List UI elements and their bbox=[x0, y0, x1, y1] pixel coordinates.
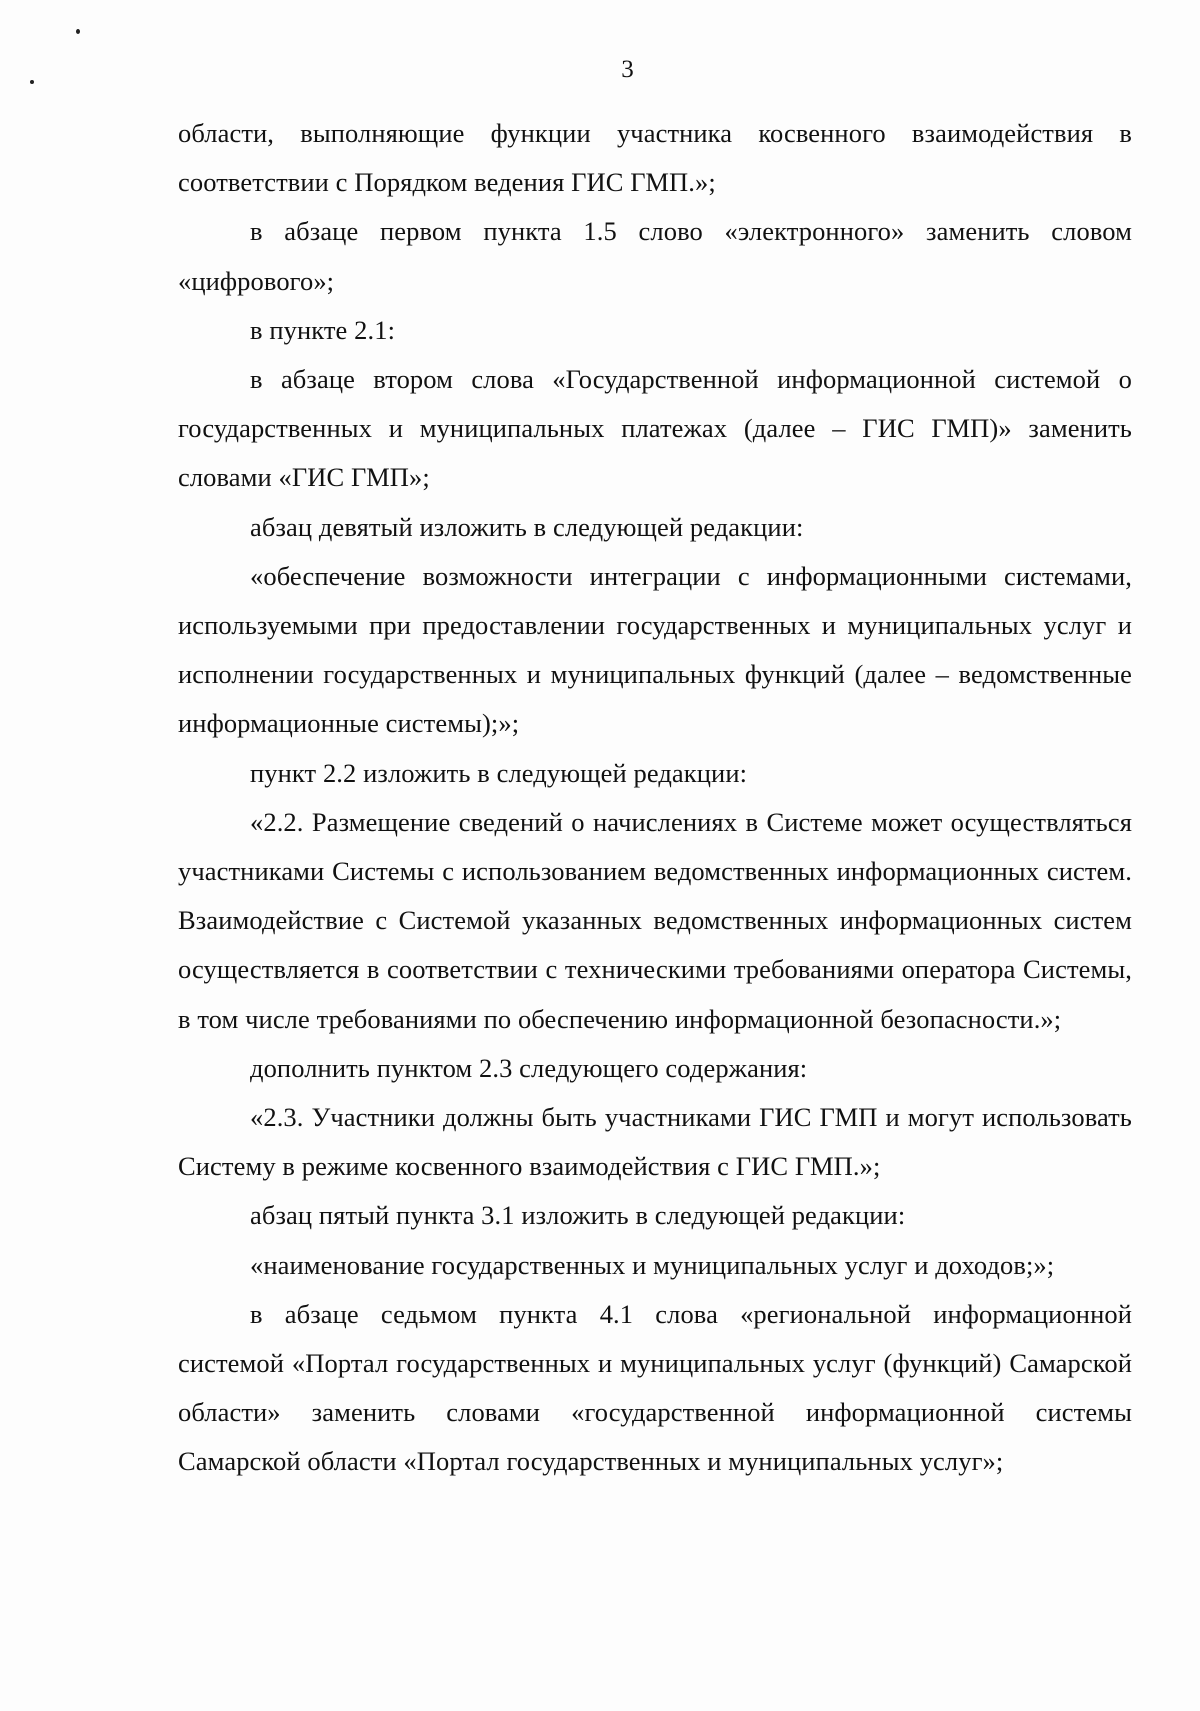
document-body bbox=[178, 109, 1132, 1487]
paragraph: абзац девятый изложить в следующей редакции: bbox=[250, 511, 804, 542]
paragraph: в абзаце седьмом пункта 4.1 слова «региональной информационной системой «Портал государственных и муниципальных услуг (функций) Самарской области» заменить словами «государственной информационной системы Самарской области «Портал государственных и муниципальных услуг»; bbox=[178, 1298, 1132, 1477]
paragraph: «2.2. Размещение сведений о начислениях в Системе может осуществляться участниками Системы с использованием ведомственных информационных систем. Взаимодействие с Системой указанных ведомственных информационных систем осуществляется в соответствии с техническими требованиями оператора Системы, в том числе требованиями по обеспечению информационной безопасности.»; bbox=[178, 806, 1132, 1034]
page-number: 3 bbox=[621, 56, 634, 83]
paragraph: «обеспечение возможности интеграции с информационными системами, используемыми при предоставлении государственных и муниципальных услуг и исполнении государственных и муниципальных функций (далее – ведомственные информационные системы);»; bbox=[178, 560, 1132, 739]
paragraph: в абзаце втором слова «Государственной информационной системой о государственных и муниципальных платежах (далее – ГИС ГМП)» заменить словами «ГИС ГМП»; bbox=[178, 364, 1132, 493]
paragraph: в пункте 2.1: bbox=[250, 314, 396, 345]
paragraph: в абзаце первом пункта 1.5 слово «электронного» заменить словом «цифрового»; bbox=[178, 216, 1132, 296]
paragraph: абзац пятый пункта 3.1 изложить в следующей редакции: bbox=[250, 1200, 906, 1231]
paragraph: «наименование государственных и муниципальных услуг и доходов;»; bbox=[250, 1249, 1055, 1280]
paragraph: пункт 2.2 изложить в следующей редакции: bbox=[250, 757, 748, 788]
paragraph: области, выполняющие функции участника косвенного взаимодействия в соответствии с Порядком ведения ГИС ГМП.»; bbox=[178, 118, 1132, 198]
paragraph: дополнить пунктом 2.3 следующего содержания: bbox=[250, 1052, 808, 1083]
scan-speck bbox=[76, 29, 80, 34]
paragraph: «2.3. Участники должны быть участниками ГИС ГМП и могут использовать Систему в режиме косвенного взаимодействия с ГИС ГМП.»; bbox=[178, 1102, 1132, 1182]
